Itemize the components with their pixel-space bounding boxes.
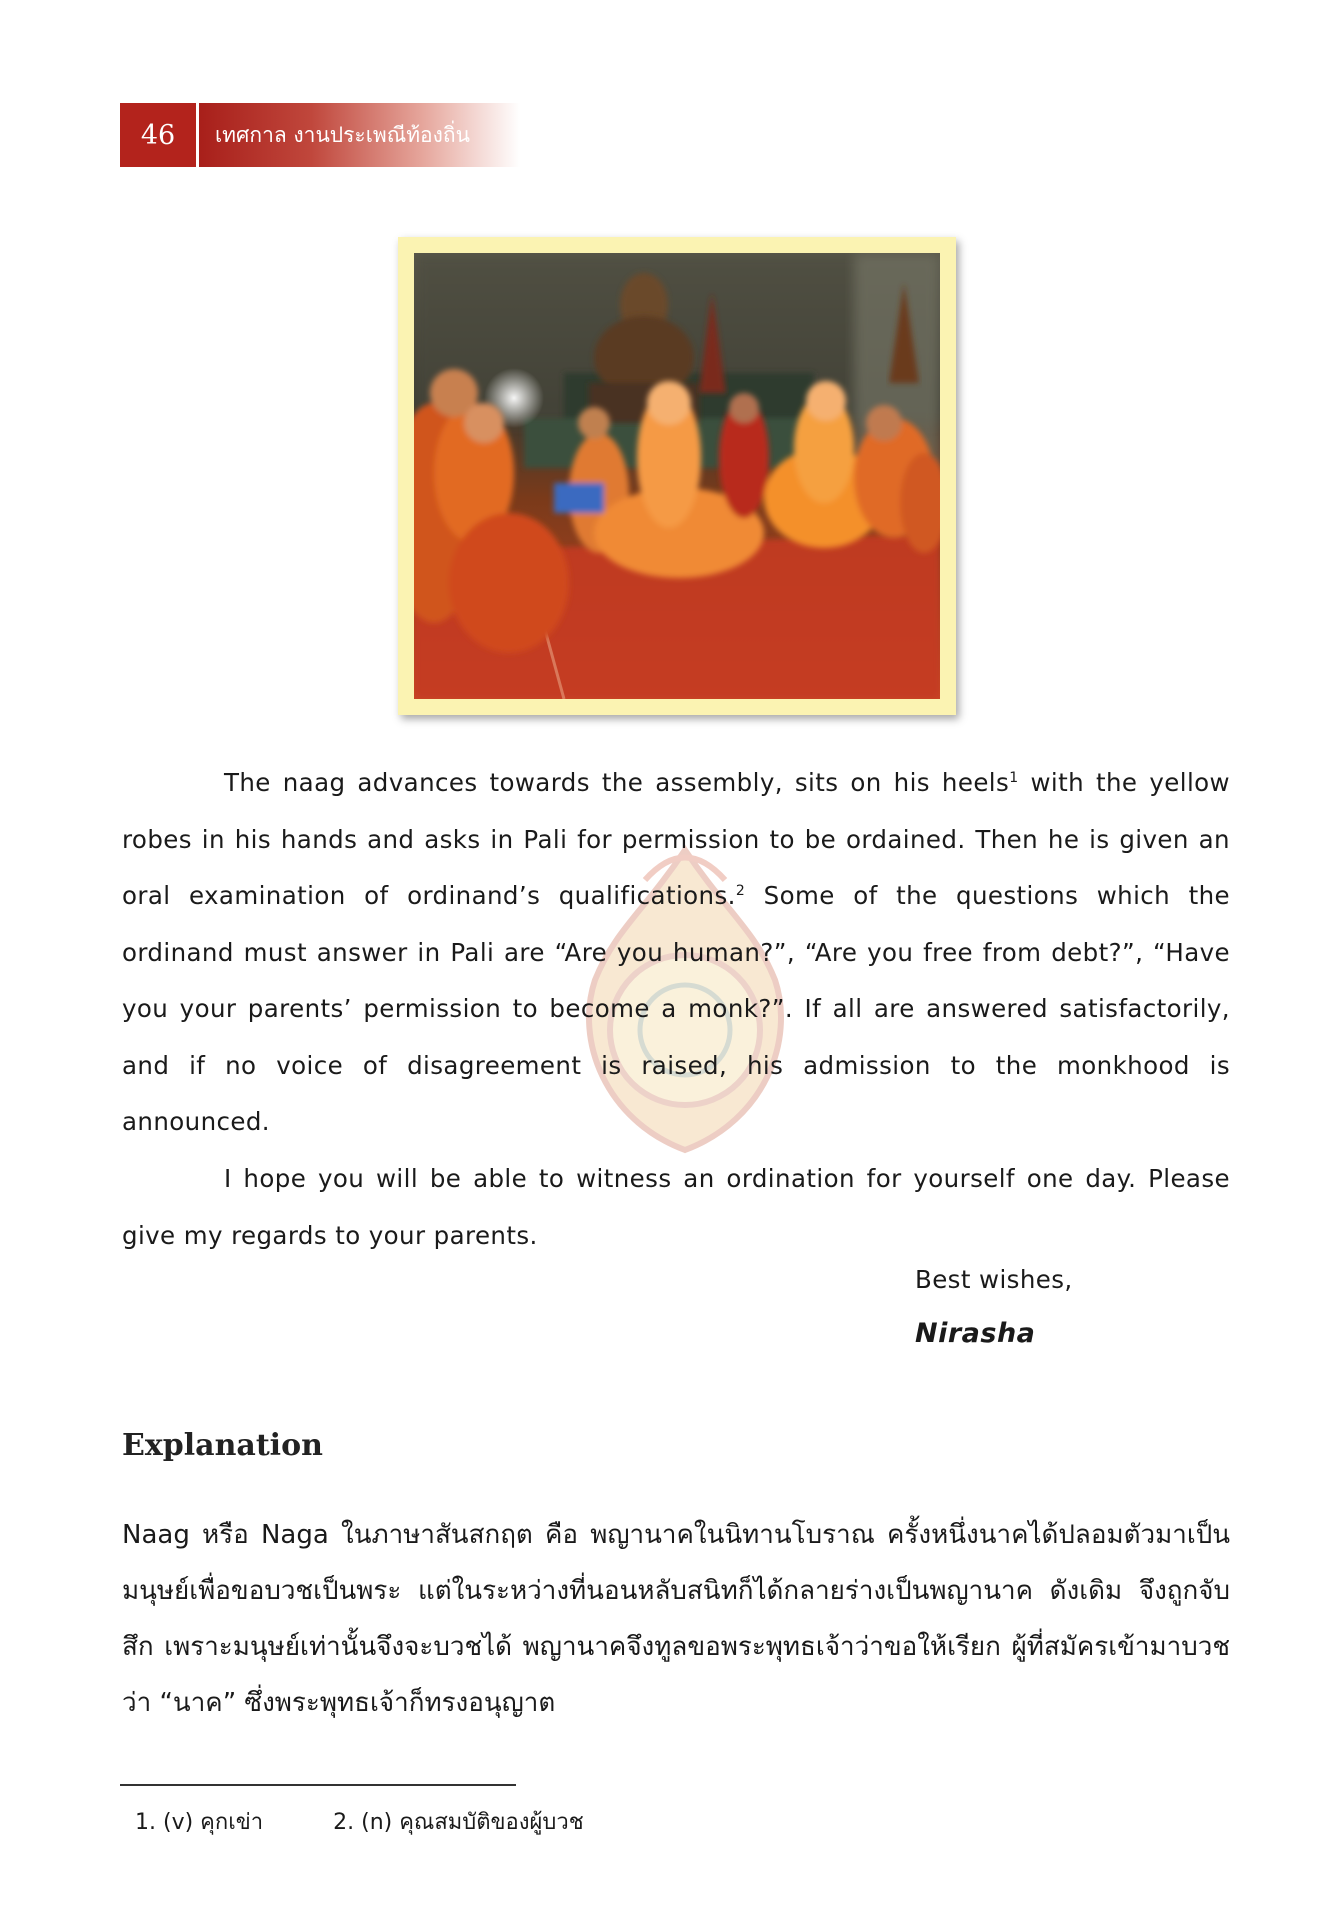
- letter-paragraph-1: [122, 755, 1230, 1151]
- explanation-heading: Explanation: [122, 1428, 323, 1463]
- ordination-photo-frame: [398, 237, 956, 715]
- page-header: [120, 103, 520, 167]
- section-title: เทศกาล งานประเพณีท้องถิ่น: [199, 103, 520, 167]
- paragraph-1-part-a: The naag advances towards the assembly, sits on his heels: [224, 768, 1010, 797]
- footnote-2: 2. (n) คุณสมบัติของผู้บวช: [333, 1810, 584, 1835]
- footnote-1: 1. (v) คุกเข่า: [135, 1810, 264, 1835]
- footnote-ref-2: 2: [735, 882, 746, 899]
- paragraph-1-part-b: with the yellow robes in his hands and asks in Pali for permission to be ordained. Then he is given an oral examination of ordinand’s qualifications.: [122, 768, 1230, 910]
- explanation-body: Naag หรือ Naga ในภาษาสันสกฤต คือ พญานาคในนิทานโบราณ ครั้งหนึ่งนาคได้ปลอมตัวมาเป็นมนุษย์เพื่อขอบวชเป็นพระ แต่ในระหว่างที่นอนหลับสนิทก็ได้กลายร่างเป็นพญานาค ดังเดิม จึงถูกจับสึก เพราะมนุษย์เท่านั้นจึงจะบวชได้ พญานาคจึงทูลขอพระพุทธเจ้าว่าขอให้เรียก ผู้ที่สมัครเข้ามาบวชว่า “นาค” ซึ่งพระพุทธเจ้าก็ทรงอนุญาต: [122, 1520, 1230, 1718]
- letter-signature: Nirasha: [915, 1318, 1036, 1349]
- footnote-divider: [120, 1784, 516, 1786]
- page-number: 46: [120, 103, 196, 167]
- footnotes: [135, 1804, 584, 1839]
- letter-paragraph-2: I hope you will be able to witness an ordination for yourself one day. Please give my regards to your parents.: [122, 1164, 1230, 1250]
- ordination-ceremony-photo: [414, 253, 940, 699]
- footnote-ref-1: 1: [1009, 769, 1019, 786]
- paragraph-1-part-c: Some of the questions which the ordinand must answer in Pali are “Are you human?”, “Are you free from debt?”, “Have you your parents’ permission to become a monk?”. If all are answered satisfactorily, and if no voice of disagreement is raised, his admission to the monkhood is announced.: [122, 881, 1230, 1136]
- letter-closing: Best wishes,: [915, 1265, 1073, 1294]
